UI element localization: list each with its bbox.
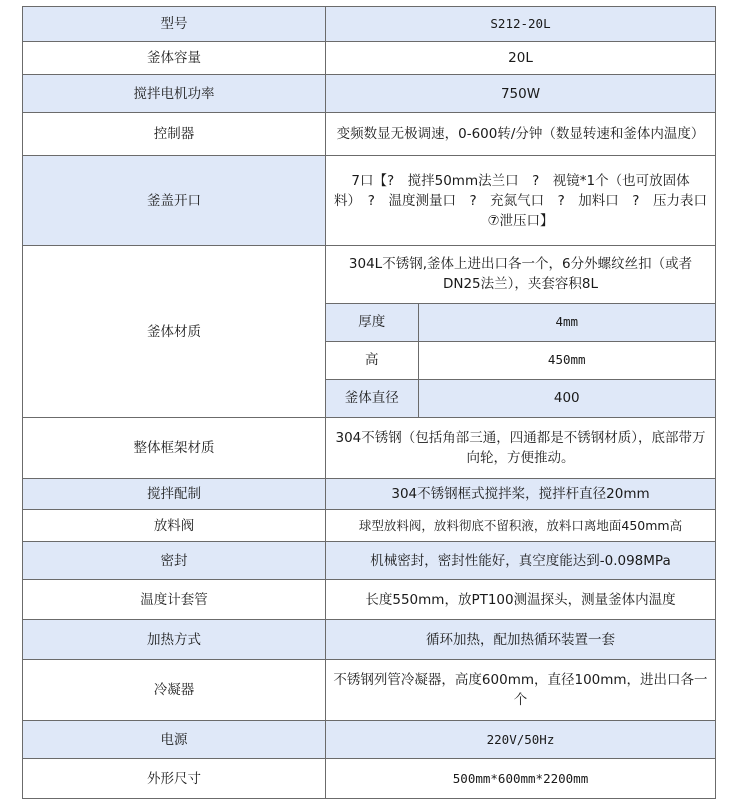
row-value-model: S212-20L	[326, 7, 716, 42]
table-row	[326, 341, 715, 379]
row-label-controller: 控制器	[23, 113, 326, 156]
row-label-power: 电源	[23, 721, 326, 759]
sub-value-height: 450mm	[418, 341, 715, 379]
table-row	[23, 246, 716, 418]
sub-label-diameter: 釜体直径	[326, 379, 418, 417]
table-row	[326, 303, 715, 341]
sub-label-thickness: 厚度	[326, 303, 418, 341]
row-value-lid-ports: 7口【? 搅拌50mm法兰口 ? 视镜*1个（也可放固体料） ? 温度测量口 ? 充氮气口 ? 加料口 ? 压力表口 ⑦泄压口】	[326, 156, 716, 246]
table-row	[23, 75, 716, 113]
material-subtable	[326, 246, 715, 417]
row-value-capacity: 20L	[326, 42, 716, 75]
table-row	[23, 418, 716, 479]
table-row	[23, 721, 716, 759]
row-value-frame: 304不锈钢（包括角部三通，四通都是不锈钢材质），底部带万向轮，方便推动。	[326, 418, 716, 479]
row-value-condenser: 不锈钢列管冷凝器，高度600mm，直径100mm，进出口各一个	[326, 660, 716, 721]
row-label-thermo-tube: 温度计套管	[23, 580, 326, 620]
table-row	[23, 42, 716, 75]
table-row	[23, 620, 716, 660]
row-label-seal: 密封	[23, 542, 326, 580]
row-label-model: 型号	[23, 7, 326, 42]
table-row	[23, 479, 716, 510]
table-row	[23, 7, 716, 42]
row-value-material: 304L不锈钢,釜体上进出口各一个，6分外螺纹丝扣（或者DN25法兰），夹套容积8L	[326, 246, 715, 303]
row-label-valve: 放料阀	[23, 510, 326, 542]
row-value-dimensions: 500mm*600mm*2200mm	[326, 759, 716, 799]
row-value-controller: 变频数显无极调速，0-600转/分钟（数显转速和釜体内温度）	[326, 113, 716, 156]
row-value-power: 220V/50Hz	[326, 721, 716, 759]
table-row	[23, 542, 716, 580]
row-label-dimensions: 外形尺寸	[23, 759, 326, 799]
row-label-condenser: 冷凝器	[23, 660, 326, 721]
table-row	[23, 759, 716, 799]
table-row	[326, 379, 715, 417]
row-label-capacity: 釜体容量	[23, 42, 326, 75]
sub-value-diameter: 400	[418, 379, 715, 417]
table-row	[23, 580, 716, 620]
row-value-heating: 循环加热，配加热循环装置一套	[326, 620, 716, 660]
table-row	[23, 113, 716, 156]
table-row	[326, 246, 715, 303]
row-label-frame: 整体框架材质	[23, 418, 326, 479]
sub-label-height: 高	[326, 341, 418, 379]
material-cell	[326, 246, 716, 418]
row-value-stirrer: 304不锈钢框式搅拌桨，搅拌杆直径20mm	[326, 479, 716, 510]
table-row	[23, 510, 716, 542]
row-label-heating: 加热方式	[23, 620, 326, 660]
row-label-lid-ports: 釜盖开口	[23, 156, 326, 246]
row-label-material: 釜体材质	[23, 246, 326, 418]
row-value-valve: 球型放料阀，放料彻底不留积液，放料口离地面450mm高	[326, 510, 716, 542]
row-value-motor-power: 750W	[326, 75, 716, 113]
table-row	[23, 156, 716, 246]
table-row	[23, 660, 716, 721]
row-label-motor-power: 搅拌电机功率	[23, 75, 326, 113]
row-value-thermo-tube: 长度550mm，放PT100测温探头，测量釜体内温度	[326, 580, 716, 620]
sub-value-thickness: 4mm	[418, 303, 715, 341]
row-value-seal: 机械密封，密封性能好，真空度能达到-0.098MPa	[326, 542, 716, 580]
row-label-stirrer: 搅拌配制	[23, 479, 326, 510]
spec-table	[22, 6, 721, 799]
